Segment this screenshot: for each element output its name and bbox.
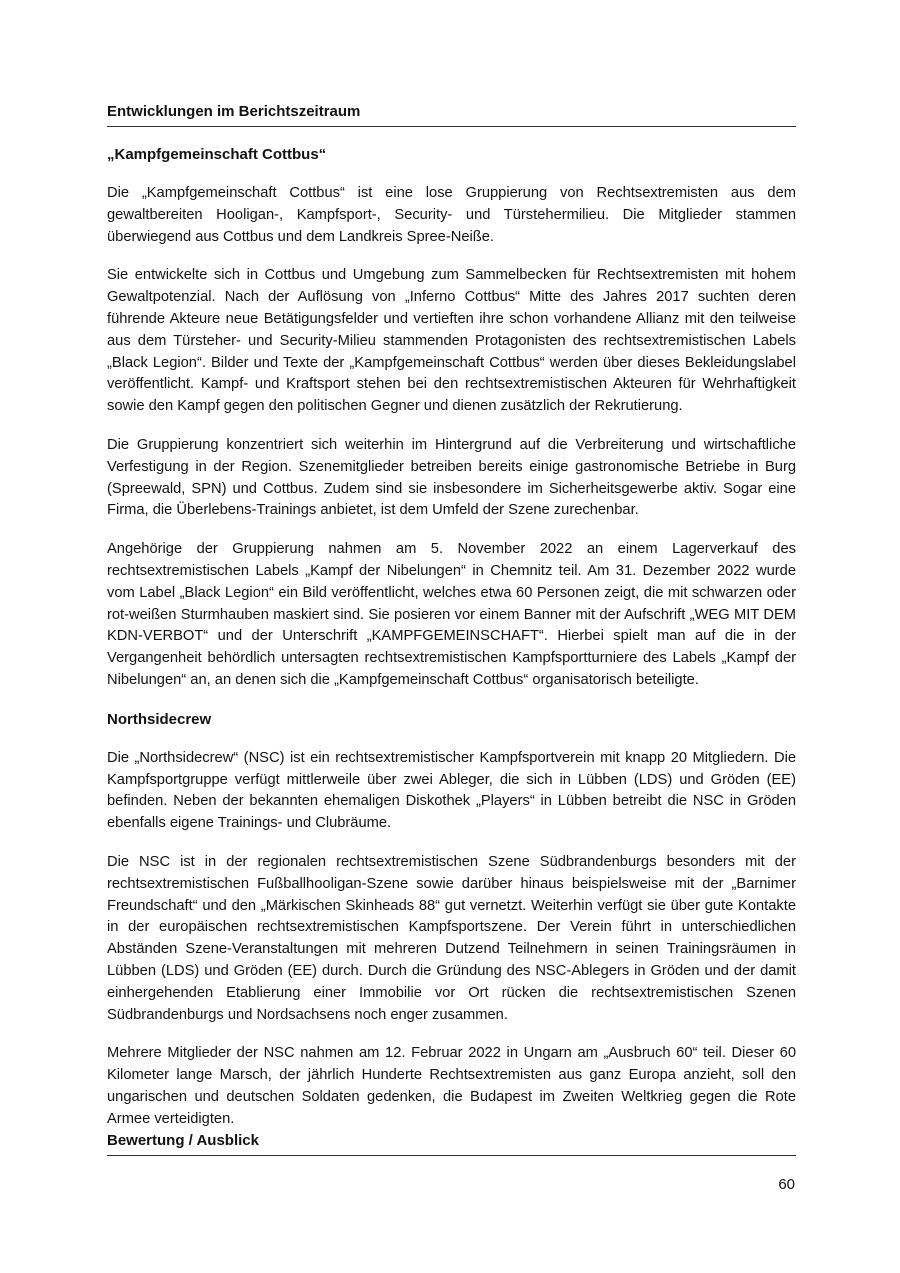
paragraph: Mehrere Mitglieder der NSC nahmen am 12. Februar 2022 in Ungarn am „Ausbruch 60“ teil. Dieser 60 Kilometer lange Marsch, der jährlich Hunderte Rechtsextremisten aus ganz Europa anzieht, soll den ungarischen und deutschen Soldaten gedenken, die Budapest im Zweiten Weltkrieg gegen die Rote Armee verteidigten.: [107, 1045, 796, 1127]
paragraph: Angehörige der Gruppierung nahmen am 5. November 2022 an einem Lagerverkauf des rechtsextremistischen Labels „Kampf der Nibelungen“ in Chemnitz teil. Am 31. Dezember 2022 wurde vom Label „Black Legion“ ein Bild veröffentlicht, welches etwa 60 Personen zeigt, die mit schwarzen oder rot-weißen Sturmhauben maskiert sind. Sie posieren vor einem Banner mit der Aufschrift „WEG MIT DEM KDN-VERBOT“ und der Unterschrift „KAMPFGEMEINSCHAFT“. Hierbei spielt man auf die in der Vergangenheit behördlich untersagten rechtsextremistischen Kampfsportturniere des Labels „Kampf der Nibelungen“ an, an denen sich die „Kampfgemeinschaft Cottbus“ organisatorisch beteiligte.: [107, 541, 796, 688]
paragraph: Sie entwickelte sich in Cottbus und Umgebung zum Sammelbecken für Rechtsextremisten mit hohem Gewaltpotenzial. Nach der Auflösung von „Inferno Cottbus“ Mitte des Jahres 2017 suchten deren führende Akteure neue Betätigungsfelder und vertieften ihre schon vorhandene Allianz mit den teilweise aus dem Türsteher- und Security-Milieu stammenden Protagonisten des rechtsextremistischen Labels „Black Legion“. Bilder und Texte der „Kampfgemeinschaft Cottbus“ werden über dieses Bekleidungslabel veröffentlicht. Kampf- und Kraftsport stehen bei den rechtsextremistischen Akteuren für Wehrhaftigkeit sowie den Kampf gegen den politischen Gegner und dienen zusätzlich der Rekrutierung.: [107, 267, 796, 415]
paragraph: Die „Kampfgemeinschaft Cottbus“ ist eine lose Gruppierung von Rechtsextremisten aus dem gewaltbereiten Hooligan-, Kampfsport-, Security- und Türstehermilieu. Die Mitglieder stammen überwiegend aus Cottbus und dem Landkreis Spree-Neiße.: [107, 185, 796, 245]
section-kampfgemeinschaft-cottbus: [107, 144, 796, 692]
section-heading: Northsidecrew: [107, 710, 212, 728]
page-content: [107, 104, 796, 1156]
next-section-heading: Bewertung / Ausblick: [107, 1130, 796, 1156]
page-number: 60: [778, 1176, 795, 1193]
section-heading: „Kampfgemeinschaft Cottbus“: [107, 146, 327, 163]
section-northsidecrew: [107, 709, 796, 1131]
paragraph: Die NSC ist in der regionalen rechtsextremistischen Szene Südbrandenburgs besonders mit der rechtsextremistischen Fußballhooligan-Szene sowie darüber hinaus beispielsweise mit der „Barnimer Freundschaft“ und den „Märkischen Skinheads 88“ gut vernetzt. Weiterhin verfügt sie über gute Kontakte in der europäischen rechtsextremistischen Kampfsportszene. Der Verein führt in unterschiedlichen Abständen Szene-Veranstaltungen mit mehreren Dutzend Teilnehmern in seinen Trainingsräumen in Lübben (LDS) und Gröden (EE) durch. Durch die Gründung des NSC-Ablegers in Gröden und der damit einhergehenden Etablierung einer Immobilie vor Ort rücken die rechtsextremistischen Szenen Südbrandenburgs und Nordsachsens noch enger zusammen.: [107, 853, 796, 1023]
paragraph: Die Gruppierung konzentriert sich weiterhin im Hintergrund auf die Verbreiterung und wirtschaftliche Verfestigung in der Region. Szenemitglieder betreiben bereits einige gastronomische Betriebe in Burg (Spreewald, SPN) und Cottbus. Zudem sind sie insbesondere im Sicherheitsgewerbe aktiv. Sogar eine Firma, die Überlebens-Trainings anbietet, ist dem Umfeld der Szene zurechenbar.: [107, 436, 796, 519]
paragraph: Die „Northsidecrew“ (NSC) ist ein rechtsextremistischer Kampfsportverein mit knapp 20 Mitgliedern. Die Kampfsportgruppe verfügt mittlerweile über zwei Ableger, die sich in Lübben (LDS) und Gröden (EE) befinden. Neben der bekannten ehemaligen Diskothek „Players“ in Lübben betreibt die NSC in Gröden ebenfalls eigene Trainings- und Clubräume.: [107, 749, 796, 832]
running-header-title: Entwicklungen im Berichtszeitraum: [107, 103, 361, 120]
running-header: [107, 104, 796, 127]
